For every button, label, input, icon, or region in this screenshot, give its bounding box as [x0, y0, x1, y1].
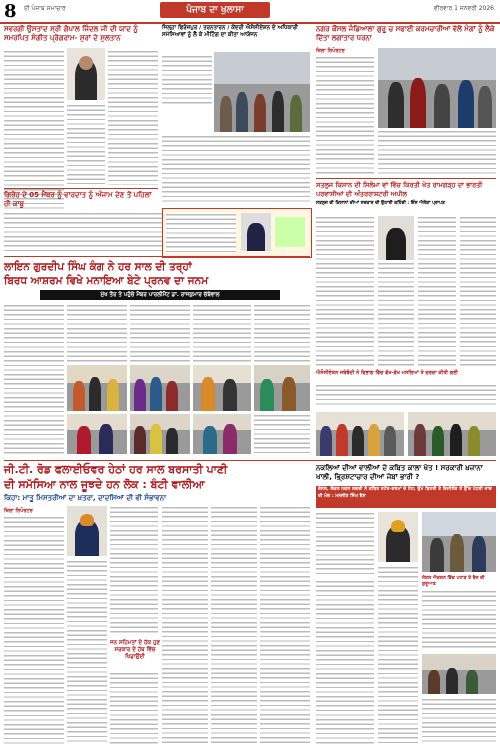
- right-top-headline: ਨਗਰ ਕੌਂਸਲ ਜੰਡਿਆਲਾ ਗੁਰੂ ਚ ਸਫਾਈ ਕਰਮਚਾਰੀਆਂ ਵੱਲੋਂ ਮੰਗਾਂ ਨੂੰ ਲੈਕੇ ਦਿੱਤਾ ਲਗਾਤਾਰ ਧਰਨਾ: [316, 25, 495, 42]
- publication-name: ਈ ਪੰਜਾਬ ਸਮਾਚਾਰ: [24, 5, 66, 12]
- center-top-headline: ਜਿਲ੍ਹਾ ਫਿਰੋਜ਼ਪੁਰ / ਤਰਨਤਾਰਨ / ਕੇਂਦਰੀ ਐਸੋਸੀਏਸ਼ਨ ਦੇ ਅਧਿਕਾਰੀ ਸਮੱਸਿਆਵਾਂ ਨੂੰ ਲੈ ਕੇ ਮੀਟਿੰਗ ਦਾ ਕੀਤਾ ਆਯੋਜਨ: [162, 25, 298, 38]
- banner-body-2: [67, 304, 127, 362]
- issue-date: ਵੀਰਵਾਰ 1 ਜਨਵਰੀ 2026: [433, 5, 494, 12]
- banner-body-4: [193, 304, 251, 362]
- section-masthead: ਪੰਜਾਬ ਦਾ ਖੁਲਾਸਾ: [160, 2, 270, 18]
- right-top-dateline: ਜ਼ਿਲਾ ਰਿਪੋਰਟਰ: [316, 48, 345, 54]
- bottom-left-body-1: [4, 516, 64, 744]
- center-top-body: [162, 55, 212, 105]
- memorial-box: [162, 208, 312, 258]
- portrait-photo: [67, 48, 105, 100]
- right-mid-body-4: [460, 216, 496, 366]
- bottom-right-small-head: ਸੋਸ਼ਲ ਐਕਸ਼ਨ ਵਿੱਚ ਪਹਾੜ ਤੇ ਬੈਜ ਦੀ ਸ਼ੁਰੂਆਤ: [422, 576, 485, 587]
- center-top-body-2: [162, 135, 310, 205]
- bottom-left-headline-line-1: ਜੀ.ਟੀ. ਰੋਡ ਫਲਾਈਓਵਰ ਹੇਠਾਂ ਹਰ ਸਾਲ ਬਰਸਾਤੀ ਪਾਣੀ: [4, 463, 228, 476]
- bottom-right-body-3: [378, 566, 418, 744]
- right-red-caption: ਐਸੋਸੀਏਸ਼ਨ ਜਥੇਬੰਦੀ ਨੇ ਵਿਭਾਗ ਵਿੱਚ ਵੱਖ-ਵੱਖ ਮਸਲਿਆਂ ਤੇ ਚਰਚਾ ਕੀਤੀ ਗਈ: [316, 370, 458, 376]
- bottom-right-photo: [422, 512, 496, 572]
- bottom-left-body-4: [110, 672, 158, 744]
- bottom-left-headline-line-2: ਦੀ ਸਮੱਸਿਆ ਨਾਲ ਜੂਝਦੇ ਹਨ ਲੋਕ : ਬੰਟੀ ਵਾਲੀਆ: [4, 478, 205, 491]
- bottom-left-portrait: [67, 506, 107, 556]
- page-number: 8: [4, 1, 17, 22]
- right-top-body: [316, 56, 374, 176]
- banner-headline-line-1: ਲਾਇਨ ਗੁਰਦੀਪ ਸਿੰਘ ਕੰਗ ਨੇ ਹਰ ਸਾਲ ਦੀ ਤਰ੍ਹਾਂ: [4, 261, 192, 273]
- page-header: [0, 0, 500, 24]
- top-left-headline: ਸਵਰਗੀ ਉਸਤਾਦ ਸ੍ਰੀ ਗੋਪਾਲ ਜਿੰਦਲ ਜੀ ਦੀ ਯਾਦ ਨੂੰ ਸਮਰਪਿਤ ਸੰਗੀਤ ਪ੍ਰੋਗਰਾਮ- ਸੁਰਾਂ ਦੇ ਸੁਲਤਾਨ: [4, 25, 138, 42]
- event-photo-2: [130, 365, 190, 411]
- bottom-right-body-4: [422, 590, 496, 650]
- event-photo-6: [130, 414, 190, 454]
- bottom-right-body-1: [316, 512, 374, 576]
- event-photo-1: [67, 365, 127, 411]
- bottom-right-bar: ਜ਼ੋਨਲ, ਲੋਕਲ ਨਕਲ ਲਗਦੀ ਨੇ ਕਬਿਤ ਸਟੋਰ-ਫਰਮਾਂ ਦੇ ਹੇਠ; ਉਮੰ ਬਿਹਰੀ ਤੇ ਵਿਜੀਲੈਂਸ ਤੋਂ ਉੱਚ ਪੱਧਰੀ ਜਾਂਚ ਦੀ ਮੰਗ : ਮਨਜੀਤ ਸਿੰਘ ਬੈਸ: [316, 486, 496, 508]
- bottom-right-portrait: [378, 512, 418, 562]
- banner-body-1: [4, 304, 64, 454]
- right-caption-body: [316, 384, 496, 408]
- bottom-left-body-2: [67, 560, 107, 744]
- event-photo-5: [67, 414, 127, 454]
- bottom-right-body-2: [316, 580, 374, 744]
- bottom-left-subhead: ਕਿਹਾ: ਮਾਤੂ ਮਿਸਤਰੀਆਂ ਦਾ ਖ਼ਤਰਾ, ਦਾਦਸਿਆਂ ਦੀ ਵੀ ਸੰਭਾਵਨਾ: [4, 494, 167, 502]
- event-photo-7: [193, 414, 251, 454]
- group-photo-2: [408, 412, 496, 456]
- right-mid-subhead: ਸਤਲੁਜ ਦੀ ਕਿਸਾਨਾਂ ਦੀਆਂ ਸਰਕਾਰ ਦੀ ਉਠਾਈ ਕਹਿੰਦੀ : ਇੰਸ ਐਲੋਕਾ ਪ੍ਰਾਪਤ: [316, 201, 445, 206]
- top-left-body-3: [108, 50, 158, 185]
- bottom-left-dateline: ਜ਼ਿਲਾ ਰਿਪੋਰਟਰ: [4, 508, 33, 514]
- group-photo-1: [316, 412, 404, 456]
- right-mid-headline: ਸਤਲੁਜ ਕਿਸਾਨ ਦੀ ਸਿਲੇਮਾ ਵਾਂ ਵਿੱਚ ਕਿਰਤੀ ਖੇਤ ਰਾਮਗੜ੍ਹ ਦਾ ਭਾਰਤੀ ਪਰਵਾਸੀਆਂ ਦੀ ਅੰਤਰਰਾਸ਼ਟਰੀ ਅਪੀਲ: [316, 181, 483, 198]
- bottom-right-headline: ਨਕਲਿਆਂ ਦੀਆਂ ਵਾਲੀਆਂ ਦੇ ਕਬਿਤ ਕਾਲਾ ਖੋਤ ! ਸਰਕਾਰੀ ਖ਼ਜ਼ਾਨਾ ਖਾਲੀ, ਭ੍ਰਿਸ਼ਟਾਚਾਰ ਦੀਆਂ ਜੇਬਾਂ ਭਾਰੀ ?: [316, 464, 483, 481]
- protest-photo: [378, 48, 496, 128]
- banner-body-5: [254, 304, 310, 362]
- event-photo-4: [254, 365, 310, 411]
- banner-subhead: ਮੁੱਖ ਤੌਰ ਤੇ ਪਹੁੰਚੇ ਮੈਂਬਰ ਪਾਰਲੀਮੈਂਟ ਡਾ. ਰਾਜਕੁਮਾਰ ਚੱਬੇਵਾਲ: [40, 290, 280, 300]
- bottom-left-body-3: [110, 506, 158, 636]
- bottom-right-body-5: [422, 698, 496, 744]
- bottom-left-body-6: [211, 506, 257, 744]
- bottom-left-body-5: [162, 506, 208, 744]
- right-top-body-2: [378, 130, 496, 176]
- right-mid-body-2: [378, 262, 414, 366]
- event-photo-3: [193, 365, 251, 411]
- top-left-body-2: [67, 104, 105, 184]
- banner-headline-line-2: ਬਿਰਧ ਆਸ਼ਰਮ ਵਿਖੇ ਮਨਾਇਆ ਬੇਟੇ ਪ੍ਰਨਵ ਦਾ ਜਨਮ: [4, 275, 209, 287]
- right-mid-portrait: [378, 216, 414, 260]
- banner-body-3: [130, 304, 190, 362]
- right-mid-body-1: [316, 216, 374, 366]
- meeting-photo: [214, 52, 310, 132]
- right-mid-body-3: [418, 216, 456, 366]
- bottom-left-quote: ਜਨ ਸਹਿਮਤਾਂ ਦੇ ਹੱਕ ਹੁਣ ਸਰਕਾਰ ਦੇ ਹੱਥ ਵਿੱਚ ਖਿਡਾਉਂਦੀ: [110, 640, 160, 660]
- bottom-right-photo-2: [422, 654, 496, 694]
- left-mid-headline: ਗਿਰੋਹ ਦੇ 05 ਮੈਂਬਰ ਨੂੰ ਵਾਰਦਾਤ ਨੂੰ ਅੰਜਾਮ ਦੇਣ ਤੋਂ ਪਹਿਲਾਂ ਹੀ ਕਾਬੂ: [4, 191, 152, 208]
- banner-body-6: [254, 414, 310, 454]
- bottom-left-body-7: [260, 506, 310, 744]
